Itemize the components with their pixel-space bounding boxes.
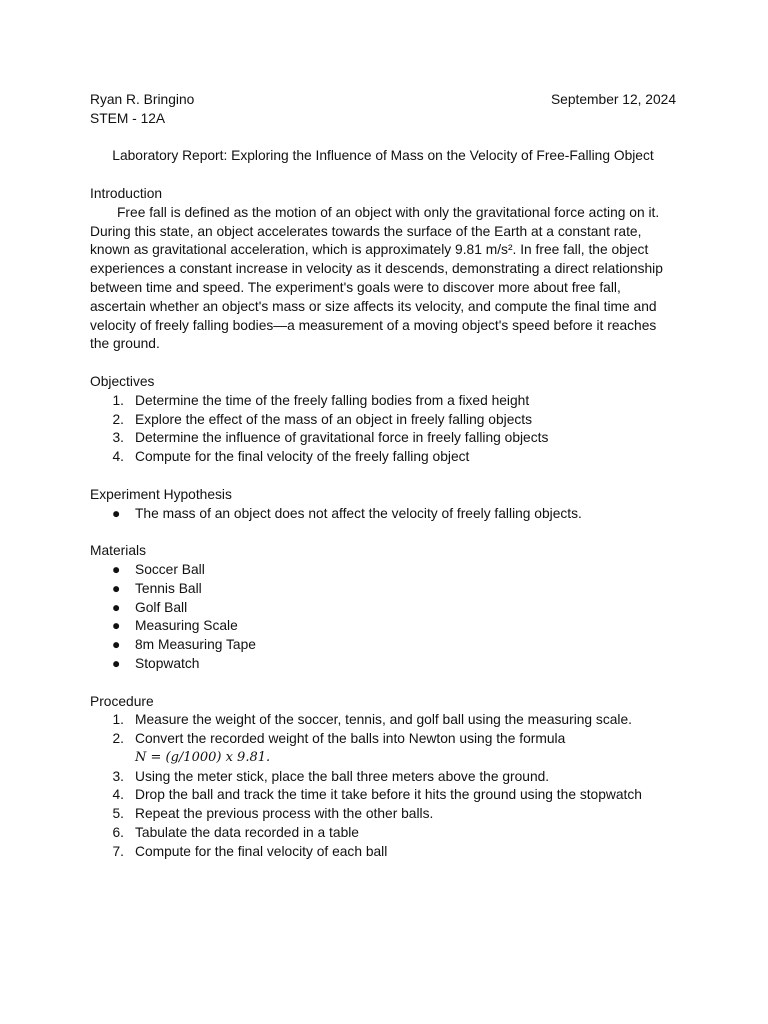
list-item: [90, 636, 676, 655]
list-text: Drop the ball and track the time it take before it hits the ground using the stopwatch: [135, 787, 642, 803]
author-name: Ryan R. Bringino: [90, 92, 195, 107]
list-number: 1.: [112, 712, 124, 728]
list-number: 2.: [112, 731, 124, 747]
list-text: Determine the influence of gravitational force in freely falling objects: [135, 430, 549, 446]
list-item: [90, 599, 676, 618]
list-number: 6.: [112, 825, 124, 841]
list-item: [90, 448, 676, 467]
list-number: 2.: [112, 411, 124, 427]
list-text: 8m Measuring Tape: [135, 637, 256, 653]
hypothesis-heading: Experiment Hypothesis: [90, 486, 232, 502]
list-item: [90, 411, 676, 430]
procedure-heading: Procedure: [90, 693, 154, 709]
bullet-icon: ●: [112, 637, 121, 653]
list-text: Convert the recorded weight of the balls into Newton using the formula: [135, 731, 566, 747]
objectives-list: [90, 392, 676, 467]
bullet-icon: ●: [112, 618, 121, 634]
header-row: [90, 91, 676, 110]
materials-list: [90, 561, 676, 674]
list-text: Compute for the final velocity of the freely falling object: [135, 449, 470, 465]
objectives-heading: Objectives: [90, 373, 155, 389]
bullet-icon: ●: [112, 580, 121, 596]
list-number: 7.: [112, 843, 124, 859]
list-text: The mass of an object does not affect the velocity of freely falling objects.: [135, 505, 582, 521]
hypothesis-list: [90, 505, 676, 524]
list-item: [90, 824, 676, 843]
procedure-list: [90, 711, 676, 861]
list-text: Soccer Ball: [135, 561, 205, 577]
list-item: [90, 505, 676, 524]
bullet-icon: ●: [112, 561, 121, 577]
list-item: [90, 768, 676, 787]
document-page: [90, 91, 676, 880]
bullet-icon: ●: [112, 505, 121, 521]
list-number: 3.: [112, 768, 124, 784]
list-text: Explore the effect of the mass of an object in freely falling objects: [135, 411, 533, 427]
list-item: [90, 561, 676, 580]
newton-formula: N = (g/1000) x 9.81.: [135, 749, 271, 765]
list-text: Golf Ball: [135, 599, 188, 615]
list-item: [90, 843, 676, 862]
class-section: STEM - 12A: [90, 110, 166, 126]
list-text: Stopwatch: [135, 655, 200, 671]
list-number: 4.: [112, 449, 124, 465]
list-item: [90, 617, 676, 636]
list-item: [90, 392, 676, 411]
list-text: Tennis Ball: [135, 580, 202, 596]
report-date: September 12, 2024: [550, 92, 676, 107]
list-item: [90, 730, 676, 768]
list-item: [90, 711, 676, 730]
list-item: [90, 655, 676, 674]
report-title: Laboratory Report: Exploring the Influence of Mass on the Velocity of Free-Falling Object: [112, 148, 654, 164]
bullet-icon: ●: [112, 599, 121, 615]
list-text: Using the meter stick, place the ball three meters above the ground.: [135, 768, 550, 784]
introduction-text: Free fall is defined as the motion of an object with only the gravitational force acting on it. During this state, an object accelerates towards the surface of the Earth at a constant rate, known as gravitational acceleration, which is approximately 9.81 m/s². In free fall, the object experiences a constant increase in velocity as it descends, demonstrating a direct relationship between time and speed. The experiment's goals were to discover more about free fall, ascertain whether an object's mass or size affects its velocity, and compute the final time and velocity of freely falling bodies—a measurement of a moving object's speed before it reaches the ground.: [90, 204, 663, 352]
list-number: 4.: [112, 787, 124, 803]
list-text: Determine the time of the freely falling bodies from a fixed height: [135, 392, 530, 408]
list-text: Repeat the previous process with the other balls.: [135, 806, 434, 822]
list-text: Measure the weight of the soccer, tennis, and golf ball using the measuring scale.: [135, 712, 632, 728]
list-item: [90, 429, 676, 448]
list-text: Compute for the final velocity of each ball: [135, 843, 388, 859]
materials-heading: Materials: [90, 543, 146, 559]
bullet-icon: ●: [112, 655, 121, 671]
list-number: 1.: [112, 392, 124, 408]
introduction-heading: Introduction: [90, 185, 163, 201]
list-item: [90, 786, 676, 805]
list-text: Measuring Scale: [135, 618, 238, 634]
list-number: 3.: [112, 430, 124, 446]
list-text: Tabulate the data recorded in a table: [135, 825, 359, 841]
list-item: [90, 580, 676, 599]
list-number: 5.: [112, 806, 124, 822]
list-item: [90, 805, 676, 824]
